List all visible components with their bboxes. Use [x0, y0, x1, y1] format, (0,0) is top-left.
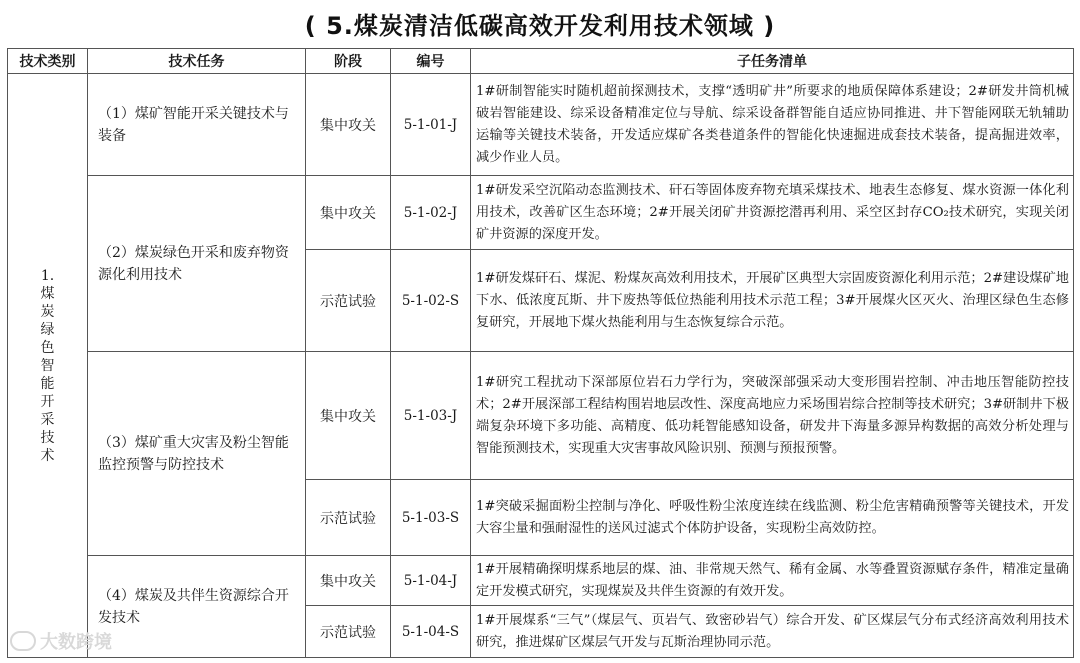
stage-cell: 示范试验 — [306, 606, 391, 658]
watermark-text: 大数跨境 — [40, 632, 112, 653]
code-cell: 5-1-01-J — [391, 74, 471, 176]
subtask-cell: 1#研发煤矸石、煤泥、粉煤灰高效利用技术，开展矿区典型大宗固废资源化利用示范；2#建设煤矿地下水、低浓度瓦斯、井下废热等低位热能利用技术示范工程；3#开展煤火区灭火、治理区绿色生态修复研究，开展地下煤火热能利用与生态恢复综合示范。 — [471, 250, 1074, 352]
task-cell: （3）煤矿重大灾害及粉尘智能监控预警与防控技术 — [88, 352, 306, 556]
page-title: ( 5.煤炭清洁低碳高效开发利用技术领域 ) — [304, 12, 776, 40]
tech-table — [7, 48, 1074, 658]
category-cell — [8, 74, 88, 658]
code-cell: 5-1-04-S — [391, 606, 471, 658]
category-label: 1.煤炭绿色智能开采技术 — [40, 267, 55, 464]
subtask-cell: 1#突破采掘面粉尘控制与净化、呼吸性粉尘浓度连续在线监测、粉尘危害精确预警等关键技术，开发大容尘量和强耐湿性的送风过滤式个体防护设备，实现粉尘高效防控。 — [471, 480, 1074, 556]
header-code: 编号 — [391, 49, 471, 74]
stage-cell: 示范试验 — [306, 480, 391, 556]
stage-cell: 示范试验 — [306, 250, 391, 352]
stage-cell: 集中攻关 — [306, 74, 391, 176]
header-category: 技术类别 — [8, 49, 88, 74]
subtask-cell: 1#研制智能实时随机超前探测技术，支撑“透明矿井”所要求的地质保障体系建设；2#研发井筒机械破岩智能建设、综采设备精准定位与导航、综采设备群智能自适应协同推进、井下智能网联无轨辅助运输等关键技术装备，开发适应煤矿各类巷道条件的智能化快速掘进成套技术装备，提高掘进效率，减少作业人员。 — [471, 74, 1074, 176]
subtask-cell: 1#开展精确探明煤系地层的煤、油、非常规天然气、稀有金属、水等叠置资源赋存条件，精准定量确定开发模式研究，实现煤炭及共伴生资源的有效开发。 — [471, 556, 1074, 606]
table-row — [8, 74, 1074, 176]
table-row — [8, 556, 1074, 606]
header-subtasks: 子任务清单 — [471, 49, 1074, 74]
task-cell: （2）煤炭绿色开采和废弃物资源化利用技术 — [88, 176, 306, 352]
code-cell: 5-1-02-S — [391, 250, 471, 352]
subtask-cell: 1#开展煤系“三气”（煤层气、页岩气、致密砂岩气）综合开发、矿区煤层气分布式经济高效利用技术研究，推进煤矿区煤层气开发与瓦斯治理协同示范。 — [471, 606, 1074, 658]
task-cell: （4）煤炭及共伴生资源综合开发技术 — [88, 556, 306, 658]
chat-bubble-icon — [10, 631, 36, 651]
header-task: 技术任务 — [88, 49, 306, 74]
task-cell: （1）煤矿智能开采关键技术与装备 — [88, 74, 306, 176]
stage-cell: 集中攻关 — [306, 556, 391, 606]
table-row — [8, 176, 1074, 250]
code-cell: 5-1-03-S — [391, 480, 471, 556]
subtask-cell: 1#研发采空沉陷动态监测技术、矸石等固体废弃物充填采煤技术、地表生态修复、煤水资源一体化利用技术，改善矿区生态环境；2#开展关闭矿井资源挖潜再利用、采空区封存CO₂技术研究，实现关闭矿井资源的深度开发。 — [471, 176, 1074, 250]
table-row — [8, 352, 1074, 480]
stage-cell: 集中攻关 — [306, 352, 391, 480]
code-cell: 5-1-03-J — [391, 352, 471, 480]
table-header-row — [8, 49, 1074, 74]
code-cell: 5-1-04-J — [391, 556, 471, 606]
watermark — [10, 628, 112, 654]
code-cell: 5-1-02-J — [391, 176, 471, 250]
subtask-cell: 1#研究工程扰动下深部原位岩石力学行为，突破深部强采动大变形围岩控制、冲击地压智能防控技术；2#开展深部工程结构围岩地层改性、深度高地应力采场围岩综合控制等技术研究；3#研制井下极端复杂环境下多功能、高精度、低功耗智能感知设备，研发井下海量多源异构数据的高效分析处理与智能预测技术，实现重大灾害事故风险识别、预测与预报预警。 — [471, 352, 1074, 480]
stage-cell: 集中攻关 — [306, 176, 391, 250]
header-stage: 阶段 — [306, 49, 391, 74]
